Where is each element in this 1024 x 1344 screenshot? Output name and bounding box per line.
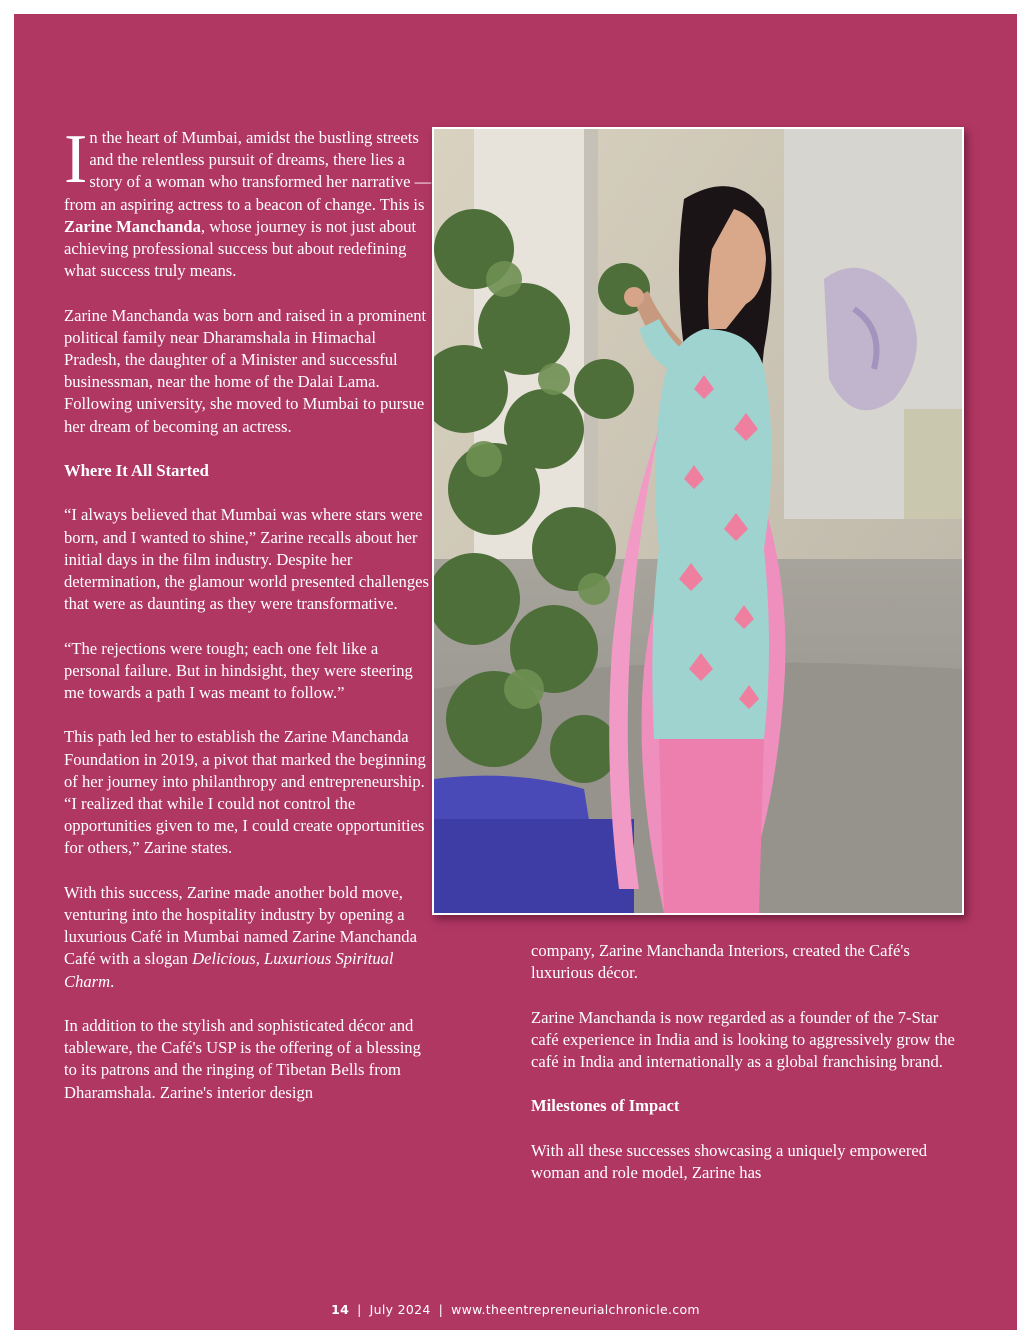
intro-lead: n the heart of Mumbai, amidst the bustling streets and the relentless pursuit of dreams, there lies a story of a woman who transformed her narrative — from an aspiring actress to a beacon of change. This is bbox=[64, 128, 432, 214]
paragraph-quote-mumbai: “I always believed that Mumbai was where stars were born, and I wanted to shine,” Zarine recalls about her initial days in the film industry. Despite her determination, the glamour world presented challenges that were as daunting as they were transformative. bbox=[64, 505, 429, 614]
drop-cap: I bbox=[64, 121, 88, 198]
website-link[interactable]: www.theentrepreneurialchronicle.com bbox=[451, 1302, 700, 1317]
intro-name: Zarine Manchanda bbox=[64, 216, 201, 236]
paragraph-cafe-usp: In addition to the stylish and sophisticated décor and tableware, the Café's USP is the offering of a blessing to its patrons and the ringing of Tibetan Bells from Dharamshala. Zarine's interior design bbox=[64, 1016, 421, 1102]
footer-separator: | bbox=[357, 1302, 362, 1317]
paragraph-interiors: company, Zarine Manchanda Interiors, created the Café's luxurious décor. bbox=[531, 941, 910, 983]
intro-tail: , whose journey is not just about achieving professional success but about redefining what success truly means. bbox=[64, 216, 417, 281]
cafe-slogan: Delicious, Luxurious Spiritual Charm bbox=[64, 949, 394, 991]
cafe-lead: With this success, Zarine made another bold move, venturing into the hospitality industry by opening a luxurious Café in Mumbai named Zarine Manchanda Café with a slogan bbox=[64, 882, 417, 969]
section-heading-milestones: Milestones of Impact bbox=[531, 1096, 680, 1116]
issue-date: July 2024 bbox=[369, 1302, 431, 1317]
intro-paragraph bbox=[64, 121, 436, 282]
magazine-page bbox=[14, 14, 1017, 1330]
article-left-column bbox=[64, 121, 436, 1104]
paragraph-milestones: With all these successes showcasing a uniquely empowered woman and role model, Zarine has bbox=[531, 1140, 928, 1182]
paragraph-foundation: This path led her to establish the Zarine Manchanda Foundation in 2019, a pivot that marked the beginning of her journey into philanthropy and entrepreneurship. “I realized that while I could not control the opportunities given to me, I could create opportunities for others,” Zarine states. bbox=[64, 727, 426, 858]
page-number: 14 bbox=[331, 1302, 350, 1317]
paragraph-background: Zarine Manchanda was born and raised in a prominent political family near Dharamshala in Himachal Pradesh, the daughter of a Minister and successful businessman, near the home of the Dalai Lama. Following university, she moved to Mumbai to pursue her dream of becoming an actress. bbox=[64, 305, 427, 436]
cafe-tail: . bbox=[110, 971, 115, 991]
article-right-column bbox=[531, 940, 961, 1184]
section-heading-where-it-all-started: Where It All Started bbox=[64, 461, 209, 481]
paragraph-cafe bbox=[64, 882, 436, 993]
page-footer bbox=[14, 1302, 1017, 1317]
paragraph-quote-rejections: “The rejections were tough; each one felt like a personal failure. But in hindsight, they were steering me towards a path I was meant to follow.” bbox=[64, 638, 413, 703]
portrait-illustration bbox=[434, 129, 962, 913]
footer-separator: | bbox=[438, 1302, 444, 1317]
portrait-photo bbox=[432, 127, 964, 915]
paragraph-seven-star: Zarine Manchanda is now regarded as a founder of the 7-Star café experience in India and is looking to aggressively grow the café in India and internationally as a global franchising brand. bbox=[531, 1007, 955, 1071]
